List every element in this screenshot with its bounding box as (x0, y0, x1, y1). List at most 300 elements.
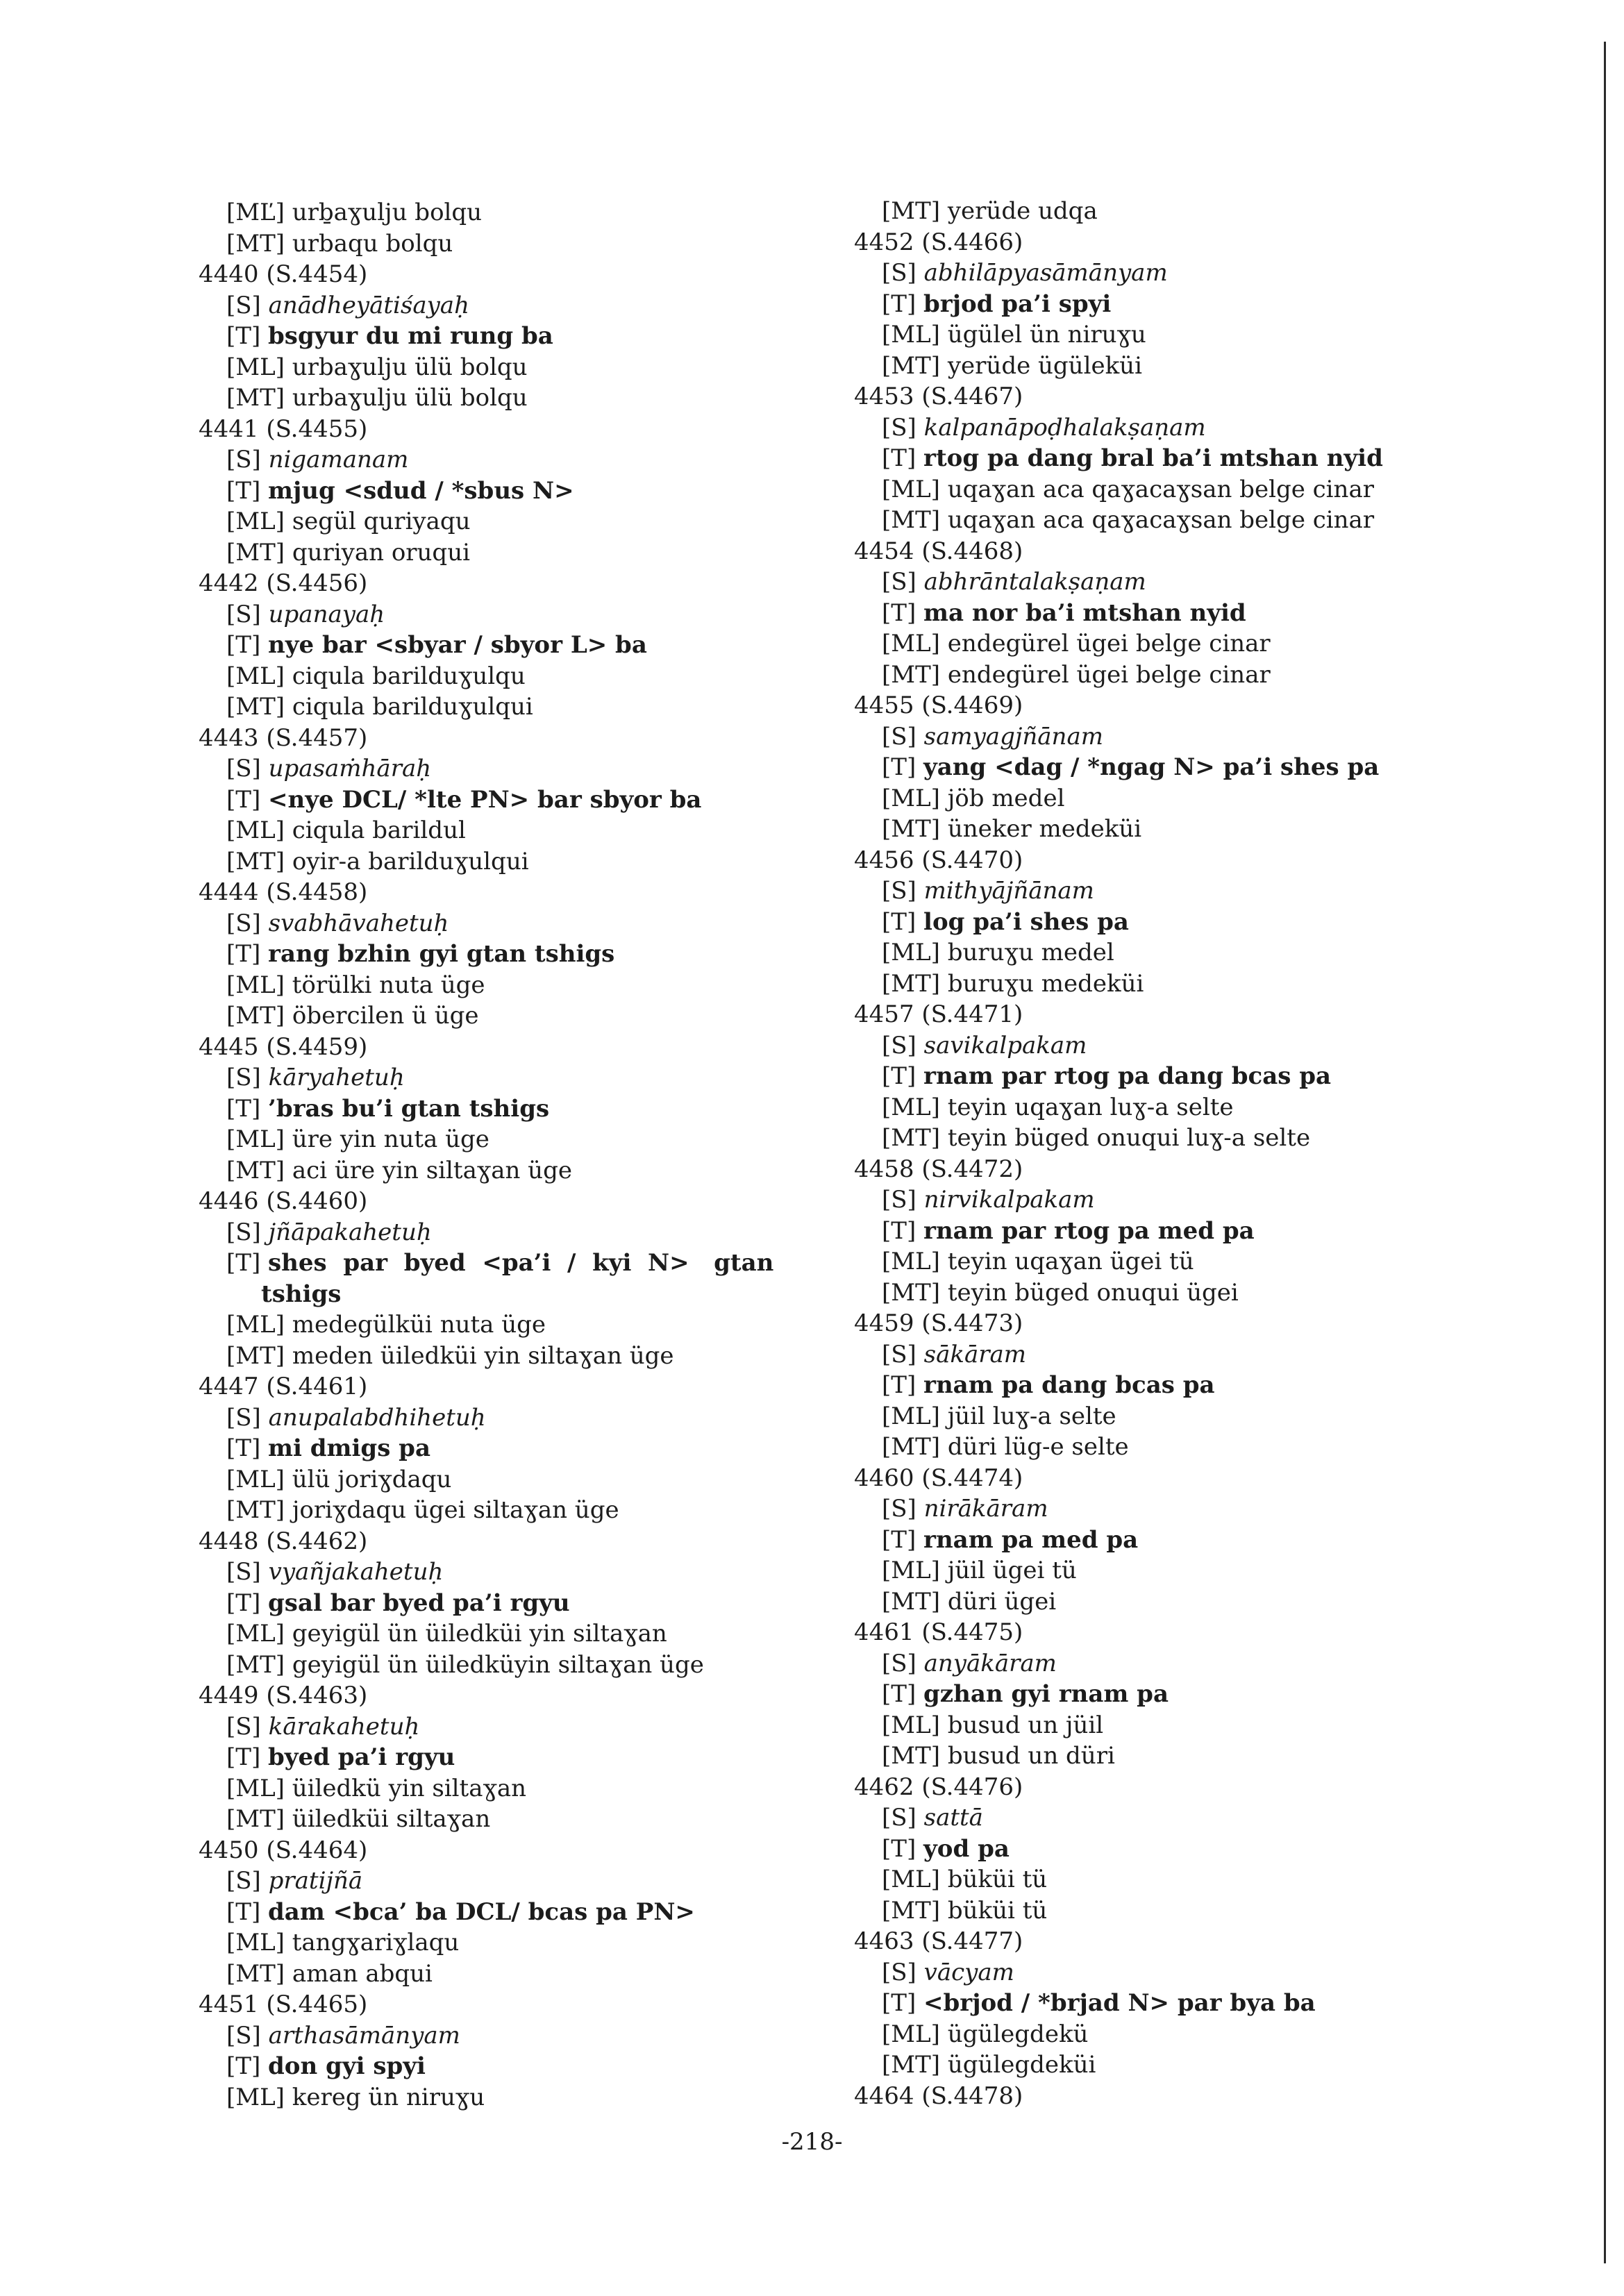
term-text: svabhāvahetuḥ (268, 909, 449, 937)
term-text: gsal bar byed pa’i rgyu (268, 1589, 570, 1617)
language-tag: [T] (226, 476, 261, 505)
entry-number: 4455 (S.4469) (854, 692, 1023, 719)
entry-number: 4453 (S.4467) (854, 383, 1023, 410)
entry-number: 4458 (S.4472) (854, 1155, 1023, 1183)
entry-number: 4459 (S.4473) (854, 1309, 1023, 1337)
term-text: ülü joriɣdaqu (292, 1465, 452, 1493)
entry-field (199, 1742, 865, 1773)
term-text: rnam par rtog pa med pa (923, 1216, 1255, 1245)
language-tag: [T] (882, 1062, 916, 1090)
term-text: nye bar <sbyar / sbyor L> ba (268, 631, 647, 659)
term-text: oyir-a barilduɣulqui (292, 847, 529, 875)
entry-number: 4443 (S.4457) (199, 723, 368, 752)
term-text: tshigs (261, 1280, 342, 1308)
term-text: uqaɣan aca qaɣacaɣsan belge cinar (947, 475, 1374, 503)
entry-field (854, 412, 1521, 444)
language-tag: [ML] (882, 630, 940, 657)
term-text: abhilāpyasāmānyam (923, 259, 1168, 287)
entry-field (199, 1124, 865, 1155)
entry-field (199, 1495, 865, 1526)
term-text: sattā (923, 1804, 983, 1832)
language-tag: [T] (226, 1434, 261, 1462)
language-tag: [ML] (226, 662, 285, 690)
entry-field (199, 630, 865, 661)
language-tag: [T] (226, 1589, 261, 1617)
entry-field (199, 1650, 865, 1681)
language-tag: [T] (882, 1216, 916, 1245)
language-tag: [S] (226, 2021, 261, 2050)
language-tag: [S] (226, 909, 261, 937)
language-tag: [T] (882, 1989, 916, 2017)
entry-field (199, 321, 865, 352)
language-tag: [ML] (226, 1465, 285, 1493)
term-text: kārakahetuḥ (268, 1712, 420, 1741)
language-tag: [MT] (226, 538, 285, 567)
term-text: büküi tü (947, 1896, 1048, 1925)
language-tag: [ML] (226, 1929, 285, 1956)
term-text: anādheyātiśayaḥ (268, 291, 469, 319)
entry-field (199, 1773, 865, 1804)
language-tag: [MT] (882, 969, 941, 998)
entry-field (854, 907, 1521, 938)
term-text: ciqula barildul (292, 816, 466, 844)
language-tag: [S] (226, 1403, 261, 1432)
entry-number: 4457 (S.4471) (854, 1000, 1023, 1028)
entry-field (854, 1030, 1521, 1062)
entry-field (854, 505, 1521, 536)
entry-field (854, 1741, 1521, 1772)
entry-number: 4460 (S.4474) (854, 1464, 1023, 1492)
entry-number: 4449 (S.4463) (199, 1682, 368, 1709)
language-tag: [T] (882, 1834, 916, 1863)
language-tag: [T] (882, 290, 916, 318)
entry-field (854, 721, 1521, 753)
entry-number: 4463 (S.4477) (854, 1927, 1023, 1955)
language-tag: [MT] (226, 1156, 285, 1184)
language-tag: [T] (882, 598, 916, 627)
entry-field (854, 783, 1521, 814)
entry-field (199, 939, 865, 970)
language-tag: [T] (226, 631, 261, 659)
entry-field (199, 1309, 865, 1341)
language-tag: [MT] (226, 1341, 285, 1370)
term-text: urbaqu bolqu (292, 229, 453, 258)
term-text: geyigül ün üiledküi yin siltaɣan (292, 1620, 667, 1648)
entry-field (854, 1184, 1521, 1216)
term-text: nigamanam (268, 446, 409, 474)
term-text: yod pa (923, 1834, 1010, 1863)
language-tag: [T] (882, 753, 916, 781)
entry-field (199, 1618, 865, 1650)
language-tag: [T] (226, 1743, 261, 1771)
language-tag: [MĽ] (226, 199, 285, 226)
entry-field (199, 1155, 865, 1187)
term-text: upanayaḥ (268, 600, 385, 628)
entry-field (854, 937, 1521, 969)
entry-field (199, 1927, 865, 1959)
language-tag: [MT] (882, 1896, 941, 1925)
language-tag: [MT] (226, 1959, 285, 1988)
entry-number: 4456 (S.4470) (854, 846, 1023, 874)
term-text: shes par byed <pa’i / kyi N> gtan (268, 1249, 774, 1277)
entry-field (854, 351, 1521, 382)
term-text: rnam par rtog pa dang bcas pa (923, 1062, 1332, 1090)
entry-field (854, 1586, 1521, 1618)
entry-field (199, 290, 865, 321)
entry-field (199, 1897, 865, 1928)
language-tag: [S] (226, 600, 261, 628)
term-text: joriɣdaqu ügei siltaɣan üge (292, 1496, 619, 1524)
entry-field (199, 444, 865, 476)
term-text: upasaṁhāraḥ (268, 755, 432, 782)
language-tag: [MT] (226, 384, 285, 412)
entry-number: 4462 (S.4476) (854, 1773, 1023, 1801)
term-text: yerüde udqa (947, 197, 1098, 225)
entry-field (199, 908, 865, 939)
language-tag: [S] (226, 755, 261, 782)
language-tag: [MT] (226, 1002, 285, 1030)
term-text: urḇaɣulju bolqu (292, 199, 483, 226)
language-tag: [S] (882, 722, 916, 751)
language-tag: [ML] (882, 1557, 940, 1584)
term-text: ügülel ün niruɣu (947, 321, 1146, 349)
language-tag: [ML] (226, 508, 285, 535)
entry-field (854, 1246, 1521, 1277)
entry-field (199, 1433, 865, 1464)
language-tag: [MT] (882, 660, 941, 689)
language-tag: [ML] (882, 2020, 940, 2048)
entry-field (854, 443, 1521, 474)
language-tag: [S] (882, 1340, 916, 1368)
entry-field (199, 1804, 865, 1835)
entry-field (199, 228, 865, 260)
language-tag: [ML] (882, 939, 940, 966)
entry-field (854, 598, 1521, 629)
language-tag: [ML] (882, 1093, 940, 1121)
entry-field (854, 1864, 1521, 1895)
language-tag: [S] (882, 259, 916, 287)
term-text: busud un düri (947, 1742, 1115, 1770)
term-text: geyigül ün üiledküyin siltaɣan üge (292, 1650, 704, 1679)
term-text: jöb medel (947, 784, 1065, 812)
language-tag: [ML] (226, 971, 285, 999)
term-text: jüil ügei tü (947, 1557, 1077, 1584)
entry-field (854, 1216, 1521, 1247)
language-tag: [MT] (226, 1805, 285, 1833)
entry-field (199, 692, 865, 723)
entry-field (854, 289, 1521, 320)
entry-field (199, 1557, 865, 1588)
entry-number: 4461 (S.4475) (854, 1618, 1023, 1646)
term-text: ciqula barilduɣulqu (292, 662, 526, 690)
entry-field (199, 1093, 865, 1125)
entry-field (854, 1123, 1521, 1154)
entry-field (199, 2082, 865, 2113)
term-text: gzhan gyi rnam pa (923, 1680, 1169, 1708)
language-tag: [ML] (226, 816, 285, 844)
entry-field (199, 1464, 865, 1495)
term-text: üre yin nuta üge (292, 1125, 489, 1153)
language-tag: [S] (226, 1712, 261, 1741)
entry-field (854, 1710, 1521, 1741)
term-text: urbaɣulju ülü bolqu (292, 353, 528, 381)
term-text: nirvikalpakam (923, 1186, 1095, 1214)
language-tag: [MT] (882, 1587, 941, 1616)
term-text: kāryahetuḥ (268, 1064, 405, 1091)
language-tag: [MT] (882, 1742, 941, 1770)
entry-field (854, 567, 1521, 598)
entry-field (199, 1248, 865, 1279)
language-tag: [ML] (882, 321, 940, 349)
term-text: abhrāntalakṣaṇam (923, 568, 1146, 596)
term-text: törülki nuta üge (292, 971, 485, 999)
term-text: mjug <sdud / *sbus N> (268, 476, 574, 505)
language-tag: [S] (882, 1804, 916, 1832)
language-tag: [T] (226, 322, 261, 350)
page-number: -218- (781, 2128, 843, 2156)
right-column (854, 196, 1521, 2111)
term-text: rnam pa med pa (923, 1525, 1139, 1554)
term-text: mi dmigs pa (268, 1434, 430, 1462)
entry-number: 4446 (S.4460) (199, 1187, 368, 1215)
language-tag: [S] (882, 1186, 916, 1214)
entry-field (854, 2019, 1521, 2050)
term-text: ’bras bu’i gtan tshigs (268, 1094, 550, 1123)
language-tag: [ML] (226, 2083, 285, 2111)
entry-number: 4454 (S.4468) (854, 537, 1023, 565)
term-text: yang <dag / *ngag N> pa’i shes pa (923, 753, 1380, 781)
left-column (199, 197, 865, 2113)
language-tag: [S] (882, 877, 916, 905)
term-text: segül quriyaqu (292, 508, 471, 535)
language-tag: [T] (226, 940, 261, 968)
language-tag: [ML] (882, 1402, 940, 1430)
entry-field (854, 628, 1521, 660)
language-tag: [ML] (226, 1774, 285, 1802)
language-tag: [ML] (226, 1620, 285, 1648)
entry-number: 4445 (S.4459) (199, 1032, 368, 1061)
entry-number: 4447 (S.4461) (199, 1373, 368, 1400)
entry-field (199, 1866, 865, 1897)
language-tag: [S] (226, 1064, 261, 1091)
language-tag: [S] (882, 1031, 916, 1059)
language-tag: [T] (882, 1680, 916, 1708)
entry-field (199, 815, 865, 846)
language-tag: [ML] (882, 475, 940, 503)
entry-field (854, 1493, 1521, 1525)
entry-field (854, 1061, 1521, 1092)
entry-field (199, 2020, 865, 2052)
entry-field (199, 1341, 865, 1372)
entry-field (854, 1092, 1521, 1123)
language-tag: [MT] (882, 351, 941, 380)
term-text: jüil luɣ-a selte (947, 1402, 1116, 1430)
entry-field (199, 1062, 865, 1093)
term-text: brjod pa’i spyi (923, 290, 1112, 318)
entry-field (854, 258, 1521, 289)
term-text: don gyi spyi (268, 2052, 426, 2080)
term-text: busud un jüil (947, 1711, 1104, 1739)
entry-field (199, 1217, 865, 1248)
entry-field (199, 599, 865, 630)
term-text: ügülegdeküi (947, 2051, 1096, 2079)
entry-field (199, 970, 865, 1001)
entry-number: 4464 (S.4478) (854, 2081, 1023, 2110)
language-tag: [MT] (882, 2051, 941, 2079)
entry-field (199, 1711, 865, 1743)
entry-field (854, 1339, 1521, 1371)
term-text: <nye DCL/ *lte PN> bar sbyor ba (268, 785, 702, 814)
term-text: samyagjñānam (923, 722, 1103, 751)
term-text: ma nor ba’i mtshan nyid (923, 598, 1246, 627)
language-tag: [T] (226, 1897, 261, 1926)
term-text: dam <bca’ ba DCL/ bcas pa PN> (268, 1897, 695, 1926)
term-text: düri lüg-e selte (947, 1433, 1129, 1461)
entry-field (854, 1370, 1521, 1401)
entry-field (854, 660, 1521, 691)
entry-field (199, 1402, 865, 1434)
entry-field (854, 1834, 1521, 1865)
term-text: mithyājñānam (923, 877, 1094, 905)
term-text: urbaɣulju ülü bolqu (292, 384, 528, 412)
term-text: aci üre yin siltaɣan üge (292, 1156, 572, 1184)
entry-field (199, 753, 865, 785)
term-text: sākāram (923, 1340, 1026, 1368)
term-text: log pa’i shes pa (923, 907, 1129, 936)
entry-field (854, 474, 1521, 505)
language-tag: [T] (226, 2052, 261, 2080)
entry-field (854, 1525, 1521, 1556)
term-text: savikalpakam (923, 1031, 1087, 1059)
term-text: üiledküi siltaɣan (292, 1805, 491, 1833)
term-text: kereg ün niruɣu (292, 2083, 485, 2111)
entry-number: 4442 (S.4456) (199, 569, 368, 597)
entry-number: 4451 (S.4465) (199, 1991, 368, 2018)
term-text: teyin büged onuqui ügei (947, 1278, 1239, 1307)
language-tag: [ML] (226, 353, 285, 381)
language-tag: [ML] (882, 784, 940, 812)
entry-field (199, 661, 865, 692)
term-text: rnam pa dang bcas pa (923, 1371, 1215, 1399)
scan-edge-line (1604, 42, 1606, 2263)
entry-field (854, 1555, 1521, 1586)
language-tag: [MT] (882, 815, 941, 843)
language-tag: [MT] (226, 1650, 285, 1679)
term-text: düri ügei (947, 1587, 1057, 1616)
term-text: pratijñā (268, 1867, 363, 1895)
language-tag: [MT] (226, 1496, 285, 1524)
language-tag: [S] (226, 1867, 261, 1895)
entry-field (199, 537, 865, 569)
entry-field (854, 752, 1521, 783)
language-tag: [T] (226, 785, 261, 814)
language-tag: [ML] (882, 1248, 940, 1275)
language-tag: [ML] (882, 1866, 940, 1893)
entry-field (854, 1277, 1521, 1309)
language-tag: [ML] (226, 1311, 285, 1339)
term-text: teyin uqaɣan ügei tü (947, 1248, 1194, 1275)
entry-field (199, 1959, 865, 1990)
term-text: ügülegdekü (947, 2020, 1089, 2048)
entry-field (854, 1957, 1521, 1988)
entry-field (854, 1432, 1521, 1463)
language-tag: [S] (226, 1218, 261, 1246)
term-text: rtog pa dang bral ba’i mtshan nyid (923, 444, 1383, 472)
term-text: bsgyur du mi rung ba (268, 322, 553, 350)
entry-field (199, 352, 865, 383)
language-tag: [MT] (226, 229, 285, 258)
language-tag: [T] (882, 444, 916, 472)
language-tag: [S] (882, 413, 916, 442)
entry-field (854, 1648, 1521, 1679)
term-text: aman abqui (292, 1959, 433, 1988)
entry-field (854, 1401, 1521, 1432)
term-text: teyin uqaɣan luɣ-a selte (947, 1093, 1234, 1121)
term-text: buruɣu medel (947, 939, 1114, 966)
language-tag: [T] (226, 1249, 261, 1277)
language-tag: [S] (226, 446, 261, 474)
language-tag: [S] (882, 1649, 916, 1677)
language-tag: [T] (882, 1525, 916, 1554)
language-tag: [ML] (226, 1125, 285, 1153)
entry-number: 4441 (S.4455) (199, 414, 368, 443)
language-tag: [MT] (882, 1124, 941, 1152)
language-tag: [MT] (882, 506, 941, 534)
entry-field (199, 383, 865, 414)
language-tag: [MT] (226, 693, 285, 721)
term-text: <brjod / *brjad N> par bya ba (923, 1989, 1316, 2017)
entry-field (854, 2050, 1521, 2081)
language-tag: [ML] (882, 1711, 940, 1739)
term-text: arthasāmānyam (268, 2021, 460, 2050)
entry-field (854, 1679, 1521, 1710)
term-text: anupalabdhihetuḥ (268, 1403, 486, 1432)
entry-field (854, 875, 1521, 907)
entry-field (199, 2051, 865, 2082)
entry-field (854, 814, 1521, 845)
term-text: endegürel ügei belge cinar (947, 660, 1271, 689)
entry-field (199, 785, 865, 816)
entry-field (199, 197, 865, 228)
term-text: üiledkü yin siltaɣan (292, 1774, 527, 1802)
term-text: rang bzhin gyi gtan tshigs (268, 940, 615, 968)
language-tag: [S] (882, 1958, 916, 1986)
entry-field (199, 506, 865, 537)
entry-field (199, 1588, 865, 1619)
language-tag: [T] (226, 1094, 261, 1123)
language-tag: [S] (882, 1495, 916, 1523)
entry-continuation (199, 1279, 865, 1310)
entry-number: 4450 (S.4464) (199, 1836, 368, 1864)
term-text: buruɣu medeküi (947, 969, 1144, 998)
term-text: meden üiledküi yin siltaɣan üge (292, 1341, 674, 1370)
term-text: byed pa’i rgyu (268, 1743, 455, 1771)
term-text: uqaɣan aca qaɣacaɣsan belge cinar (947, 506, 1375, 534)
entry-field (854, 319, 1521, 351)
entry-field (854, 196, 1521, 227)
entry-field (854, 1895, 1521, 1927)
entry-field (199, 846, 865, 878)
term-text: yerüde ügüleküi (947, 351, 1142, 380)
language-tag: [S] (226, 291, 261, 319)
term-text: kalpanāpoḍhalakṣaṇam (923, 413, 1206, 442)
term-text: vyañjakahetuḥ (268, 1558, 444, 1586)
term-text: büküi tü (947, 1866, 1048, 1893)
term-text: anyākāram (923, 1649, 1057, 1677)
term-text: tangɣariɣlaqu (292, 1929, 460, 1956)
entry-number: 4448 (S.4462) (199, 1527, 368, 1555)
language-tag: [T] (882, 907, 916, 936)
